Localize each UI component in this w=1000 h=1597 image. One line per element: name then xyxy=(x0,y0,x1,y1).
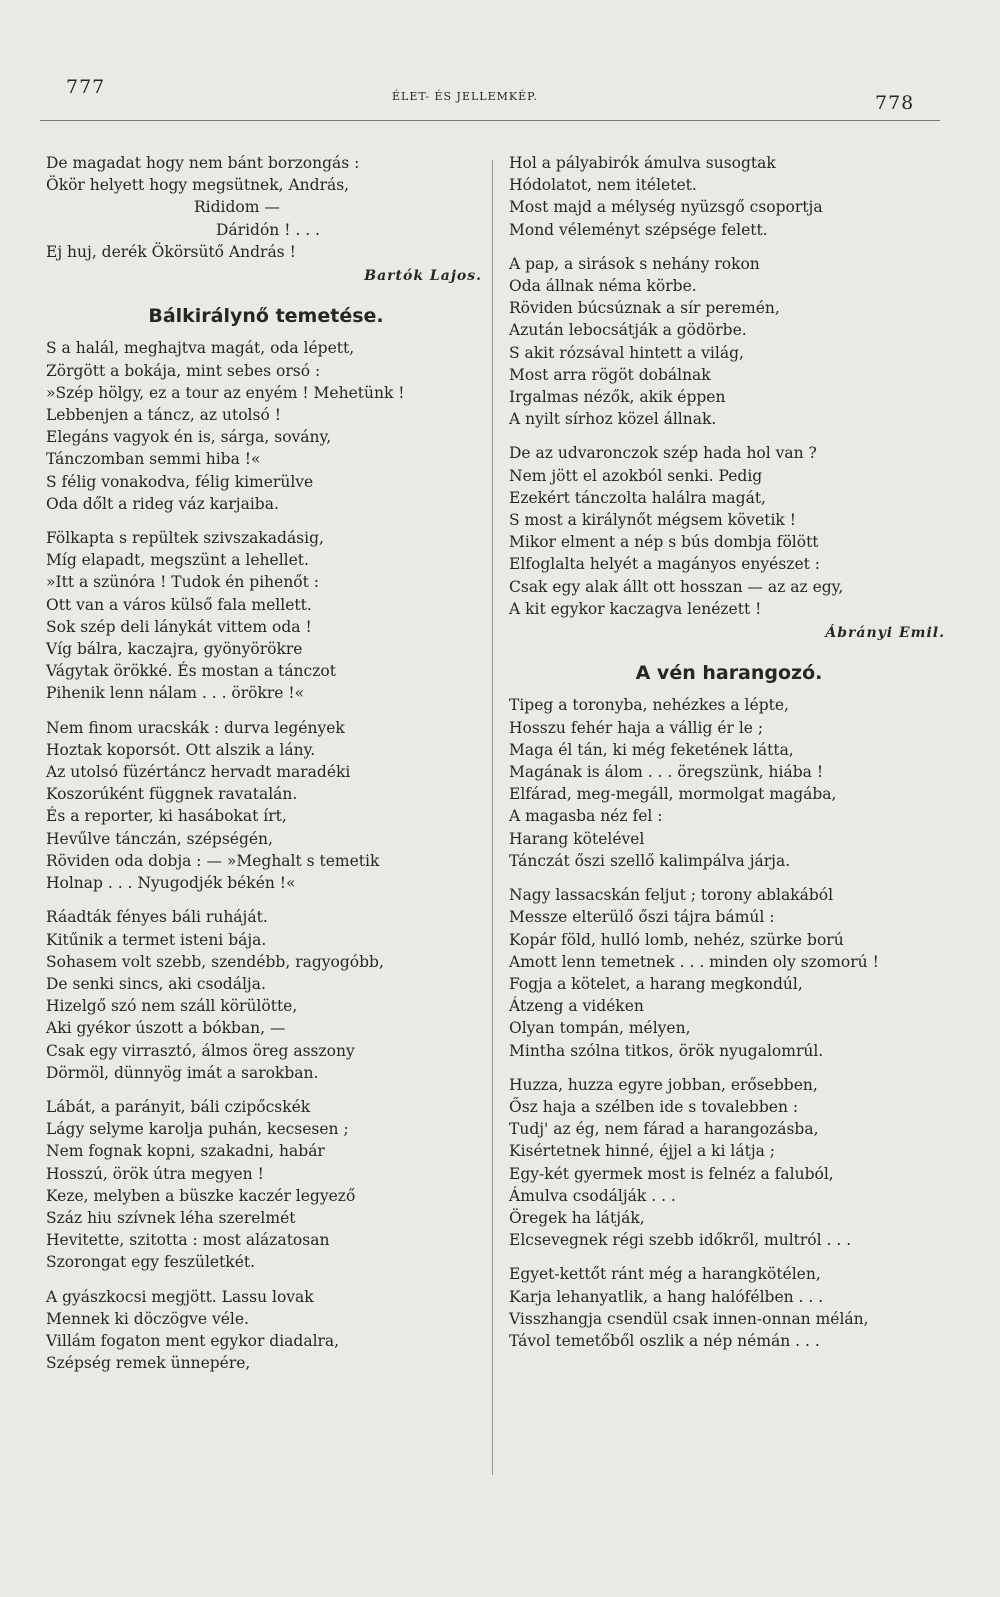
stanza xyxy=(509,1263,949,1352)
verse-line: Tudj' az ég, nem fárad a harangozásba, xyxy=(509,1120,819,1139)
verse-line: Hódolatot, nem itéletet. xyxy=(509,176,697,195)
verse-line: Mintha szólna titkos, örök nyugalomrúl. xyxy=(509,1041,824,1060)
verse-line: Száz hiu szívnek léha szerelmét xyxy=(46,1208,296,1227)
verse-line: Holnap . . . Nyugodjék békén !« xyxy=(46,874,296,893)
verse-line: De magadat hogy nem bánt borzongás : xyxy=(46,154,360,172)
verse-line: Nem jött el azokból senki. Pedig xyxy=(509,466,763,485)
verse-line: Hevűlve tánczán, szépségén, xyxy=(46,829,273,848)
stanza xyxy=(509,442,949,620)
verse-line: Csak egy alak állt ott hosszan — az az egy, xyxy=(509,577,844,596)
verse-line: Mennek ki döczögve véle. xyxy=(46,1309,249,1328)
verse-line: Most majd a mélység nyüzsgő csoportja xyxy=(509,198,823,217)
right-column xyxy=(509,152,949,1352)
verse-line: Rididom — xyxy=(194,198,280,217)
verse-line: Röviden búcsúznak a sír peremén, xyxy=(509,299,780,318)
verse-line: Elfárad, meg-megáll, mormolgat magába, xyxy=(509,785,837,804)
stanza xyxy=(509,1074,949,1252)
verse-line: Távol temetőből oszlik a nép némán . . . xyxy=(509,1331,820,1350)
verse-line: Huzza, huzza egyre jobban, erősebben, xyxy=(509,1075,818,1094)
verse-line: Hoztak koporsót. Ott alszik a lány. xyxy=(46,740,316,759)
poem-title: A vén harangozó. xyxy=(635,662,823,685)
verse-line: Ámulva csodálják . . . xyxy=(509,1186,676,1205)
verse-line: S a halál, meghajtva magát, oda lépett, xyxy=(46,339,355,358)
verse-line: S félig vonakodva, félig kimerülve xyxy=(46,472,314,491)
verse-line: Hosszú, örök útra megyen ! xyxy=(46,1164,264,1183)
verse-line: Oda állnak néma körbe. xyxy=(509,277,697,296)
verse-line: Vágytak örökké. És mostan a tánczot xyxy=(46,662,336,681)
stanza xyxy=(509,152,949,241)
verse-line: Egy-két gyermek most is felnéz a faluból, xyxy=(509,1164,834,1183)
stanza xyxy=(509,884,949,1062)
verse-line: Magának is álom . . . öregszünk, hiába ! xyxy=(509,763,824,782)
verse-line: A gyászkocsi megjött. Lassu lovak xyxy=(46,1287,314,1306)
verse-line: Oda dőlt a rideg váz karjaiba. xyxy=(46,494,279,513)
stanza xyxy=(46,1286,486,1375)
verse-line: És a reporter, ki hasábokat írt, xyxy=(46,807,287,826)
verse-line: A kit egykor kaczagva lenézett ! xyxy=(509,599,762,618)
verse-line: Most arra rögöt dobálnak xyxy=(509,365,711,384)
stanza xyxy=(509,253,949,431)
verse-line: Keze, melyben a büszke kaczér legyező xyxy=(46,1186,356,1205)
verse-line: Ráadták fényes báli ruháját. xyxy=(46,908,268,927)
verse-line: A nyilt sírhoz közel állnak. xyxy=(509,410,717,429)
stanza xyxy=(46,1096,486,1274)
column-divider xyxy=(492,160,493,1475)
verse-line: Nem fognak kopni, szakadni, habár xyxy=(46,1142,325,1161)
verse-line: Lágy selyme karolja puhán, kecsesen ; xyxy=(46,1120,349,1139)
verse-line: Azután lebocsátják a gödörbe. xyxy=(509,321,747,340)
verse-line: Hosszu fehér haja a vállig ér le ; xyxy=(509,718,764,737)
verse-line: Kopár föld, hulló lomb, nehéz, szürke ború xyxy=(509,930,844,949)
verse-line: A magasba néz fel : xyxy=(509,807,663,826)
verse-line: Olyan tompán, mélyen, xyxy=(509,1019,691,1038)
stanza xyxy=(46,337,486,515)
verse-line: Ökör helyett hogy megsütnek, András, xyxy=(46,176,350,195)
left-column xyxy=(46,152,486,1374)
verse-line: Amott lenn temetnek . . . minden oly szomorú ! xyxy=(509,952,879,971)
verse-line: Átzeng a vidéken xyxy=(509,997,644,1016)
verse-line: Ezekért tánczolta halálra magát, xyxy=(509,488,766,507)
verse-line: Tánczomban semmi hiba !« xyxy=(46,450,261,469)
verse-line: Karja lehanyatlik, a hang halófélben . . . xyxy=(509,1287,824,1306)
verse-line: Harang kötelével xyxy=(509,829,645,848)
verse-line: Nem finom uracskák : durva legények xyxy=(46,718,345,737)
verse-line: Dáridón ! . . . xyxy=(216,220,320,239)
verse-line: Hevitette, szitotta : most alázatosan xyxy=(46,1231,330,1250)
verse-line: Koszorúként függnek ravatalán. xyxy=(46,785,298,804)
verse-line: S akit rózsával hintett a világ, xyxy=(509,343,744,362)
verse-line: Tipeg a toronyba, nehézkes a lépte, xyxy=(509,696,789,715)
verse-line: Kisértetnek hinné, éjjel a ki látja ; xyxy=(509,1142,776,1161)
verse-line: Elfoglalta helyét a magányos enyészet : xyxy=(509,555,820,574)
verse-line: Visszhangja csendül csak innen-onnan mélán, xyxy=(509,1309,869,1328)
author-signature: Ábrányi Emil. xyxy=(825,625,945,642)
verse-line: De az udvaronczok szép hada hol van ? xyxy=(509,444,817,463)
verse-line: Egyet-kettőt ránt még a harangkötélen, xyxy=(509,1265,821,1284)
stanza xyxy=(46,717,486,895)
verse-line: Irgalmas nézők, akik éppen xyxy=(509,388,726,407)
verse-line: Mond véleményt szépsége felett. xyxy=(509,220,768,239)
verse-line: Hizelgő szó nem száll körülötte, xyxy=(46,997,298,1016)
running-head: ÉLET- ÉS JELLEMKÉP. xyxy=(392,90,538,103)
verse-line: Míg elapadt, megszünt a lehellet. xyxy=(46,551,309,570)
verse-line: Kitűnik a termet isteni bája. xyxy=(46,930,267,949)
verse-line: Ősz haja a szélben ide s tovalebben : xyxy=(509,1097,799,1116)
author-signature: Bartók Lajos. xyxy=(364,268,482,285)
verse-line: Fogja a kötelet, a harang megkondúl, xyxy=(509,974,803,993)
header-rule xyxy=(40,120,940,121)
verse-line: Szépség remek ünnepére, xyxy=(46,1354,251,1373)
verse-line: Sohasem volt szebb, szendébb, ragyogóbb, xyxy=(46,952,384,971)
verse-line: Mikor elment a nép s bús dombja fölött xyxy=(509,533,819,552)
verse-line: Ott van a város külső fala mellett. xyxy=(46,595,312,614)
verse-line: Ej huj, derék Ökörsütő András ! xyxy=(46,242,296,261)
verse-line: A pap, a sirások s nehány rokon xyxy=(509,254,760,273)
verse-line: »Szép hölgy, ez a tour az enyém ! Mehetünk ! xyxy=(46,383,405,402)
stanza xyxy=(46,906,486,1084)
verse-line: Elcsevegnek régi szebb időkről, multról . . . xyxy=(509,1231,852,1250)
verse-line: Villám fogaton ment egykor diadalra, xyxy=(46,1331,340,1350)
stanza xyxy=(509,694,949,872)
verse-line: S most a királynőt mégsem követik ! xyxy=(509,511,796,530)
verse-line: Nagy lassacskán feljut ; torony ablakából xyxy=(509,886,834,905)
verse-line: Víg bálra, kaczajra, gyönyörökre xyxy=(46,640,303,659)
verse-line: Elegáns vagyok én is, sárga, sovány, xyxy=(46,428,332,447)
verse-line: Csak egy virrasztó, álmos öreg asszony xyxy=(46,1041,355,1060)
verse-line: Tánczát őszi szellő kalimpálva járja. xyxy=(509,851,791,870)
verse-line: Röviden oda dobja : — »Meghalt s temetik xyxy=(46,851,380,870)
verse-line: Az utolsó füzértáncz hervadt maradéki xyxy=(46,763,351,782)
verse-line: De senki sincs, aki csodálja. xyxy=(46,974,266,993)
verse-line: Fölkapta s repültek szivszakadásig, xyxy=(46,529,324,548)
verse-line: Messze elterülő őszi tájra bámúl : xyxy=(509,908,775,927)
right-page-number: 778 xyxy=(875,92,915,114)
verse-line: »Itt a szünóra ! Tudok én pihenőt : xyxy=(46,573,320,592)
verse-line: Maga él tán, ki még feketének látta, xyxy=(509,740,794,759)
verse-line: Sok szép deli lánykát vittem oda ! xyxy=(46,617,312,636)
left-page-number: 777 xyxy=(66,76,106,98)
poem-title: Bálkirálynő temetése. xyxy=(148,305,384,328)
verse-line: Szorongat egy feszületkét. xyxy=(46,1253,256,1272)
stanza xyxy=(46,527,486,705)
verse-line: Dörmöl, dünnyög imát a sarokban. xyxy=(46,1063,319,1082)
verse-line: Lábát, a parányit, báli czipőcskék xyxy=(46,1097,311,1116)
verse-line: Hol a pályabirók ámulva susogtak xyxy=(509,154,776,172)
intro-stanza xyxy=(46,152,486,263)
verse-line: Lebbenjen a táncz, az utolsó ! xyxy=(46,406,281,425)
verse-line: Aki gyékor úszott a bókban, — xyxy=(46,1019,286,1038)
verse-line: Zörgött a bokája, mint sebes orsó : xyxy=(46,361,321,380)
verse-line: Pihenik lenn nálam . . . örökre !« xyxy=(46,684,305,703)
verse-line: Öregek ha látják, xyxy=(509,1208,645,1227)
